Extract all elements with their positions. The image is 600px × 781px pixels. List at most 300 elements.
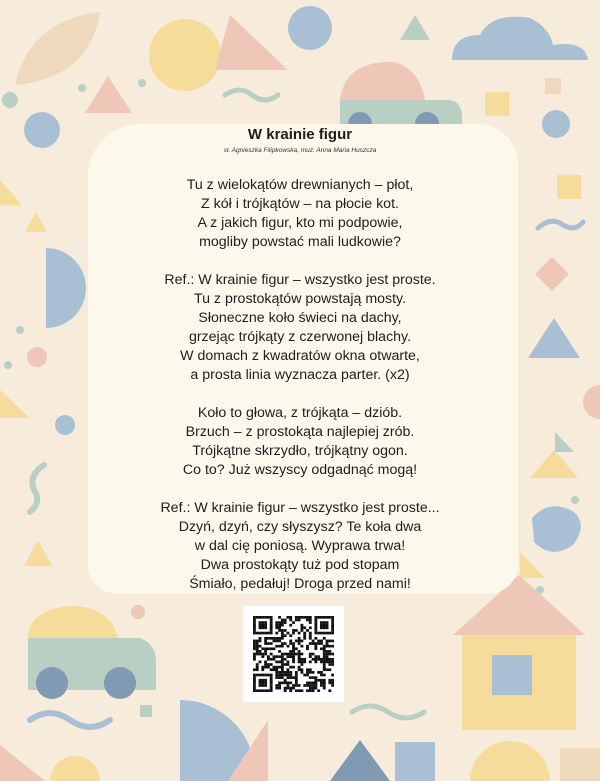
qr-module: [253, 684, 256, 687]
qr-module: [320, 679, 323, 682]
qr-module: [287, 616, 290, 619]
qr-module: [270, 624, 273, 627]
qr-module: [287, 645, 290, 648]
qr-module: [256, 645, 259, 648]
qr-module: [306, 645, 309, 648]
qr-module: [284, 663, 287, 666]
qr-module: [309, 689, 312, 692]
qr-module: [261, 632, 264, 635]
leaf-shape: [15, 12, 100, 85]
qr-module: [270, 674, 273, 677]
qr-module: [309, 653, 312, 656]
car-roof-shape: [340, 62, 425, 100]
qr-module: [259, 637, 262, 640]
qr-module: [320, 626, 323, 629]
qr-module: [331, 682, 334, 685]
qr-module: [278, 676, 281, 679]
qr-module: [270, 668, 273, 671]
wave-shape: [352, 706, 424, 718]
qr-module: [320, 671, 323, 674]
qr-module: [326, 653, 329, 656]
qr-module: [289, 624, 292, 627]
qr-module: [331, 619, 334, 622]
qr-module: [253, 632, 256, 635]
qr-module: [275, 668, 278, 671]
qr-module: [326, 658, 329, 661]
qr-module: [281, 642, 284, 645]
lyric-line: Ref.: W krainie figur – wszystko jest proste...: [160, 500, 440, 516]
qr-module: [267, 689, 270, 692]
qr-module: [306, 629, 309, 632]
lyric-line: Tu z prostokątów powstają mosty.: [193, 291, 407, 307]
qr-module: [314, 684, 317, 687]
qr-module: [303, 674, 306, 677]
qr-module: [281, 655, 284, 658]
qr-module: [281, 658, 284, 661]
square-shape: [395, 742, 435, 781]
qr-module: [323, 682, 326, 685]
qr-module: [314, 624, 317, 627]
circle-shape: [78, 84, 86, 92]
car-wheel-shape: [36, 667, 68, 699]
qr-module: [256, 616, 259, 619]
qr-module: [292, 655, 295, 658]
qr-module: [270, 642, 273, 645]
qr-module: [331, 658, 334, 661]
qr-module: [261, 666, 264, 669]
qr-module: [323, 674, 326, 677]
qr-module: [314, 676, 317, 679]
qr-module: [300, 689, 303, 692]
qr-module: [328, 640, 331, 643]
qr-module: [314, 645, 317, 648]
qr-module: [270, 616, 273, 619]
qr-module: [281, 634, 284, 637]
qr-module: [253, 616, 256, 619]
qr-module: [281, 661, 284, 664]
qr-module: [306, 668, 309, 671]
qr-module: [323, 632, 326, 635]
circle-shape: [50, 756, 100, 781]
qr-module: [295, 674, 298, 677]
qr-module: [298, 640, 301, 643]
qr-module: [317, 671, 320, 674]
qr-module: [270, 684, 273, 687]
qr-module: [284, 679, 287, 682]
qr-module: [253, 679, 256, 682]
qr-module: [267, 666, 270, 669]
qr-module: [306, 671, 309, 674]
qr-module: [253, 626, 256, 629]
qr-module: [253, 629, 256, 632]
triangle-shape: [330, 740, 390, 781]
qr-module: [284, 658, 287, 661]
qr-module: [273, 637, 276, 640]
qr-module: [309, 676, 312, 679]
qr-module: [287, 684, 290, 687]
qr-module: [309, 621, 312, 624]
qr-module: [298, 668, 301, 671]
qr-module: [270, 637, 273, 640]
qr-module: [259, 616, 262, 619]
qr-module: [278, 661, 281, 664]
qr-module: [287, 655, 290, 658]
qr-module: [300, 658, 303, 661]
qr-module: [284, 674, 287, 677]
qr-module: [328, 668, 331, 671]
qr-module: [295, 671, 298, 674]
qr-module: [309, 642, 312, 645]
qr-module: [289, 682, 292, 685]
qr-module: [275, 674, 278, 677]
qr-module: [264, 661, 267, 664]
qr-module: [300, 645, 303, 648]
qr-module: [326, 668, 329, 671]
qr-module: [253, 645, 256, 648]
qr-module: [264, 682, 267, 685]
lyric-line: Dzyń, dzyń, czy słyszysz? Te koła dwa: [178, 519, 422, 535]
half-circle-shape: [470, 741, 550, 781]
qr-module: [281, 629, 284, 632]
qr-module: [281, 645, 284, 648]
qr-module: [323, 616, 326, 619]
qr-module: [273, 666, 276, 669]
qr-module: [326, 640, 329, 643]
qr-module: [314, 655, 317, 658]
qr-module: [284, 682, 287, 685]
qr-module: [323, 687, 326, 690]
qr-module: [331, 632, 334, 635]
qr-module: [298, 650, 301, 653]
qr-module: [331, 674, 334, 677]
qr-module: [326, 655, 329, 658]
qr-module: [261, 653, 264, 656]
qr-module: [314, 661, 317, 664]
qr-module: [292, 642, 295, 645]
qr-module: [292, 666, 295, 669]
qr-module: [306, 619, 309, 622]
qr-module: [275, 655, 278, 658]
qr-module: [292, 661, 295, 664]
qr-module: [278, 655, 281, 658]
qr-module: [300, 640, 303, 643]
qr-module: [292, 653, 295, 656]
qr-module: [323, 653, 326, 656]
qr-module: [289, 687, 292, 690]
qr-module: [309, 661, 312, 664]
qr-module: [320, 682, 323, 685]
square-shape: [485, 92, 509, 116]
lyrics-text: [0, 176, 600, 613]
qr-module: [331, 621, 334, 624]
qr-module: [295, 676, 298, 679]
square-shape: [545, 78, 561, 94]
lyric-line: w dal cię poniosą. Wyprawa trwa!: [194, 538, 406, 554]
qr-module: [261, 674, 264, 677]
qr-module: [284, 621, 287, 624]
qr-module: [264, 674, 267, 677]
triangle-shape: [400, 15, 430, 40]
qr-module: [323, 624, 326, 627]
qr-module: [303, 616, 306, 619]
qr-module: [328, 658, 331, 661]
stanza: [0, 176, 600, 252]
qr-module: [264, 689, 267, 692]
qr-module: [275, 640, 278, 643]
qr-module: [303, 684, 306, 687]
qr-module: [281, 632, 284, 635]
qr-module: [253, 619, 256, 622]
qr-module: [281, 668, 284, 671]
qr-module: [275, 661, 278, 664]
lyric-line: W domach z kwadratów okna otwarte,: [180, 348, 420, 364]
qr-module: [292, 687, 295, 690]
qr-module: [275, 676, 278, 679]
qr-module: [317, 679, 320, 682]
qr-module: [323, 655, 326, 658]
triangle-shape: [215, 15, 288, 70]
qr-module: [253, 676, 256, 679]
qr-module: [273, 668, 276, 671]
qr-module: [256, 632, 259, 635]
qr-module: [259, 661, 262, 664]
square-shape: [140, 705, 152, 717]
qr-module: [281, 682, 284, 685]
qr-module: [264, 666, 267, 669]
qr-module: [256, 689, 259, 692]
dotted-circle-shape: [149, 19, 221, 91]
qr-module: [270, 687, 273, 690]
qr-module: [281, 666, 284, 669]
qr-module: [314, 621, 317, 624]
qr-module: [303, 626, 306, 629]
qr-module: [267, 642, 270, 645]
qr-module: [331, 661, 334, 664]
qr-module: [259, 632, 262, 635]
qr-module: [292, 676, 295, 679]
qr-module: [289, 634, 292, 637]
qr-module: [289, 689, 292, 692]
qr-module: [328, 645, 331, 648]
qr-module: [256, 640, 259, 643]
qr-module: [312, 684, 315, 687]
qr-module: [278, 650, 281, 653]
qr-module: [264, 632, 267, 635]
qr-module: [270, 619, 273, 622]
qr-module: [264, 640, 267, 643]
qr-module: [259, 679, 262, 682]
qr-module: [281, 624, 284, 627]
qr-module: [264, 650, 267, 653]
qr-module: [309, 632, 312, 635]
qr-module: [314, 687, 317, 690]
circle-shape: [2, 92, 18, 108]
qr-module: [287, 674, 290, 677]
qr-module: [289, 619, 292, 622]
qr-module: [270, 632, 273, 635]
qr-module: [261, 682, 264, 685]
qr-module: [303, 661, 306, 664]
house-window-shape: [492, 655, 532, 695]
qr-module: [281, 671, 284, 674]
qr-module: [267, 658, 270, 661]
qr-module: [281, 653, 284, 656]
refrain-stanza: [0, 271, 600, 385]
qr-module: [275, 645, 278, 648]
qr-module: [295, 616, 298, 619]
lyric-line: Brzuch – z prostokąta najlepiej zrób.: [185, 424, 415, 440]
qr-module: [320, 616, 323, 619]
qr-module: [289, 655, 292, 658]
qr-module: [264, 679, 267, 682]
qr-module: [278, 684, 281, 687]
qr-module: [326, 645, 329, 648]
qr-module: [281, 637, 284, 640]
qr-module: [298, 642, 301, 645]
qr-module: [309, 655, 312, 658]
qr-module: [314, 658, 317, 661]
qr-module: [303, 658, 306, 661]
qr-module: [323, 658, 326, 661]
qr-module: [331, 629, 334, 632]
qr-module: [264, 647, 267, 650]
qr-module: [300, 616, 303, 619]
qr-module: [256, 666, 259, 669]
qr-module: [312, 689, 315, 692]
qr-module: [289, 642, 292, 645]
qr-module: [320, 642, 323, 645]
qr-module: [328, 689, 331, 692]
qr-module: [292, 684, 295, 687]
triangle-shape: [85, 76, 132, 113]
qr-module: [281, 676, 284, 679]
square-shape: [560, 748, 600, 781]
qr-module: [298, 661, 301, 664]
qr-module: [278, 640, 281, 643]
qr-module: [298, 684, 301, 687]
cloud-shape: [452, 17, 588, 60]
qr-module: [306, 616, 309, 619]
qr-module: [298, 632, 301, 635]
circle-shape: [138, 79, 146, 87]
qr-module: [264, 626, 267, 629]
qr-module: [264, 663, 267, 666]
lyric-line: grzejąc trójkąty z czerwonej blachy.: [188, 329, 412, 345]
qr-module: [292, 632, 295, 635]
qr-module: [295, 640, 298, 643]
qr-module: [326, 621, 329, 624]
qr-module: [278, 645, 281, 648]
qr-module: [323, 661, 326, 664]
qr-module: [323, 621, 326, 624]
car-wheel-shape: [104, 667, 136, 699]
qr-module: [270, 682, 273, 685]
qr-module: [314, 632, 317, 635]
qr-module: [289, 676, 292, 679]
qr-module: [270, 621, 273, 624]
qr-module: [253, 621, 256, 624]
qr-module: [275, 684, 278, 687]
qr-module: [253, 647, 256, 650]
qr-module: [287, 653, 290, 656]
qr-module: [314, 647, 317, 650]
qr-module: [320, 624, 323, 627]
qr-module: [331, 653, 334, 656]
qr-module: [287, 661, 290, 664]
qr-module: [317, 616, 320, 619]
lyric-line: Śmiało, pedałuj! Droga przed nami!: [189, 576, 411, 592]
qr-module: [312, 676, 315, 679]
qr-module: [253, 655, 256, 658]
qr-module: [326, 661, 329, 664]
qr-module: [278, 682, 281, 685]
qr-module: [287, 687, 290, 690]
qr-module: [317, 632, 320, 635]
qr-module: [256, 653, 259, 656]
qr-module: [331, 645, 334, 648]
qr-module: [312, 640, 315, 643]
qr-module: [295, 647, 298, 650]
qr-module: [264, 684, 267, 687]
qr-module: [298, 666, 301, 669]
qr-module: [287, 668, 290, 671]
qr-module: [292, 658, 295, 661]
qr-module: [264, 653, 267, 656]
qr-module: [295, 619, 298, 622]
lyric-line: Ref.: W krainie figur – wszystko jest proste.: [164, 272, 436, 288]
qr-module: [314, 626, 317, 629]
qr-module: [259, 626, 262, 629]
qr-module: [298, 653, 301, 656]
qr-module: [292, 645, 295, 648]
qr-module: [281, 621, 284, 624]
qr-module: [323, 650, 326, 653]
qr-module: [275, 621, 278, 624]
qr-module: [270, 658, 273, 661]
qr-module: [314, 637, 317, 640]
qr-module: [264, 624, 267, 627]
qr-module: [298, 689, 301, 692]
wave-shape: [225, 90, 278, 100]
qr-module: [295, 629, 298, 632]
qr-module: [331, 679, 334, 682]
qr-module: [289, 640, 292, 643]
qr-module: [317, 658, 320, 661]
qr-module: [275, 624, 278, 627]
lyric-line: Słoneczne koło świeci na dachy,: [198, 310, 402, 326]
qr-module: [306, 684, 309, 687]
qr-module: [267, 616, 270, 619]
lyric-line: mogliby powstać mali ludkowie?: [199, 234, 401, 250]
qr-module: [270, 676, 273, 679]
qr-module: [259, 689, 262, 692]
qr-module: [317, 689, 320, 692]
qr-module: [320, 674, 323, 677]
qr-module: [303, 632, 306, 635]
qr-module: [273, 647, 276, 650]
qr-module: [314, 682, 317, 685]
stanza: [0, 404, 600, 480]
qr-module: [320, 658, 323, 661]
qr-module: [259, 624, 262, 627]
qr-code[interactable]: [243, 606, 344, 702]
lyric-line: A z jakich figur, kto mi podpowie,: [197, 215, 403, 231]
lyric-line: Z kół i trójkątów – na płocie kot.: [201, 196, 399, 212]
qr-module: [289, 671, 292, 674]
qr-module: [275, 666, 278, 669]
qr-module: [323, 626, 326, 629]
qr-module: [275, 637, 278, 640]
